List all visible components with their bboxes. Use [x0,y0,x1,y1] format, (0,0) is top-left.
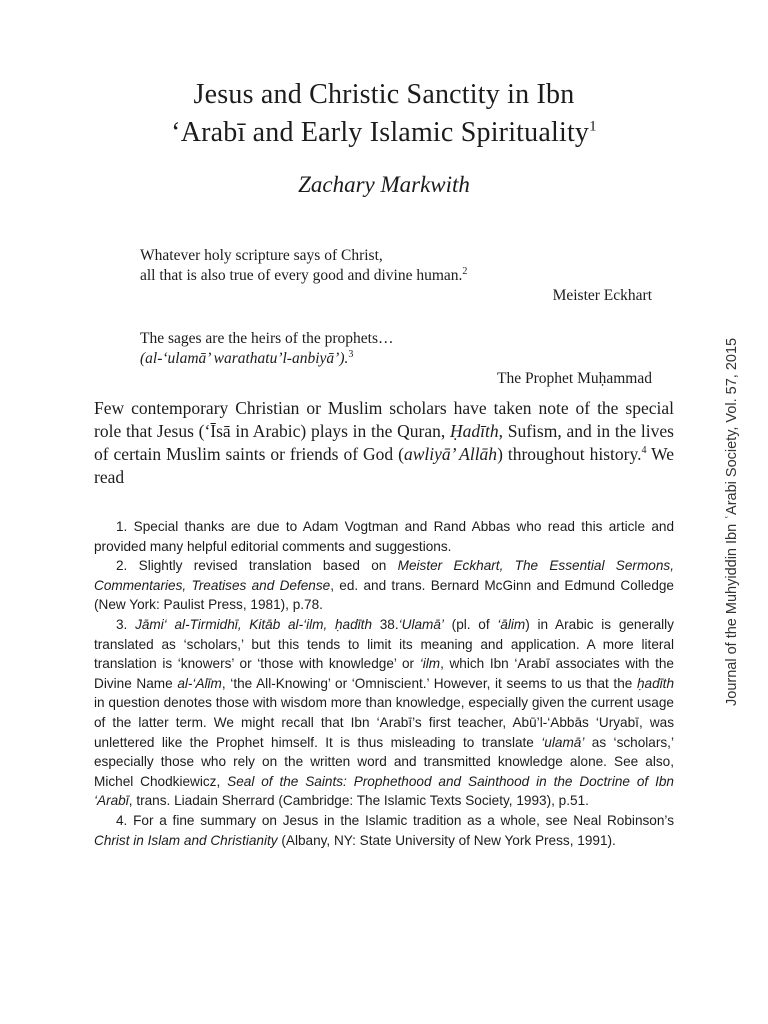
footnote-2: 2. Slightly revised translation based on Meister Eckhart, The Essential Sermons, Commentaries, Treatises and Defense, ed. and trans. Bernard McGinn and Edmund Colledge (New York: Paulist Press, 1981), p.78. [94,558,674,613]
epigraph-line: The sages are the heirs of the prophets… [140,330,394,347]
epigraph-prophet [140,329,652,389]
footnote-ref: 4 [641,445,647,457]
epigraph-attribution: The Prophet Muḥammad [497,370,652,387]
title-line-1: Jesus and Christic Sanctity in Ibn [193,79,575,110]
footnote-4: 4. For a fine summary on Jesus in the Islamic tradition as a whole, see Neal Robinson’s Christ in Islam and Christianity (Albany, NY: State University of New York Press, 1991). [94,812,674,848]
footnote-ref: 2 [462,265,468,277]
epigraph-line: (al-‘ulamā’ warathatu’l-anbiyā’).$^3$ [140,348,354,367]
footnote-ref: 3 [348,348,354,360]
body-paragraph: Few contemporary Christian or Muslim scholars have taken note of the special role that Jesus (‘Īsā in Arabic) plays in the Quran, Ḥadīth, Sufism, and in the lives of certain Muslim saints or friends of God (awliyā’ Allāh) throughout history.$^4$ We read [94,398,675,487]
article-title [60,76,708,152]
epigraph-eckhart [140,246,652,306]
epigraph-line: Whatever holy scripture says of Christ, [140,247,383,264]
footnote-1: 1. Special thanks are due to Adam Vogtman and Rand Abbas who read this article and provided many helpful editorial comments and suggestions. [94,519,674,554]
footnote-3: 3. Jāmi‘ al-Tirmidhī, Kitāb al-‘ilm, ḥadīth 38.‘Ulamā’ (pl. of ‘ālim) in Arabic is generally translated as ‘scholars,’ but this tends to limit its meaning and application. A more literal translation is ‘knowers’ or ‘those with knowledge’ or ‘ilm, which Ibn ‘Arabī associates with the Divine Name al-‘Alīm, ‘the All-Knowing’ or ‘Omniscient.’ However, it seems to us that the ḥadīth in question denotes those with wisdom more than knowledge, especially given the current usage of the latter term. We might recall that Ibn ‘Arabī’s first teacher, Abū’l-‘Abbās ‘Uryabī, was unlettered like the Prophet himself. It is thus misleading to translate ‘ulamā’ as ‘scholars,’ especially those who rely on the written word and transmitted knowledge alone. See also, Michel Chodkiewicz, Seal of the Saints: Prophethood and Sainthood in the Doctrine of Ibn ‘Arabī, trans. Liadain Sherrard (Cambridge: The Islamic Texts Society, 1993), p.51. [94,616,675,809]
footnotes [94,517,674,850]
epigraph-line: all that is also true of every good and divine human.$^2$ [140,265,468,284]
title-footnote-ref: 1 [589,118,597,135]
journal-citation-sidebar: Journal of the Muhyiddin Ibn ʿArabi Society, Vol. 57, 2015 [724,337,740,706]
title-line-2: ‘Arabī and Early Islamic Spirituality$^1$ [171,117,597,148]
epigraph-attribution: Meister Eckhart [552,287,652,304]
author-name: Zachary Markwith [298,172,470,197]
